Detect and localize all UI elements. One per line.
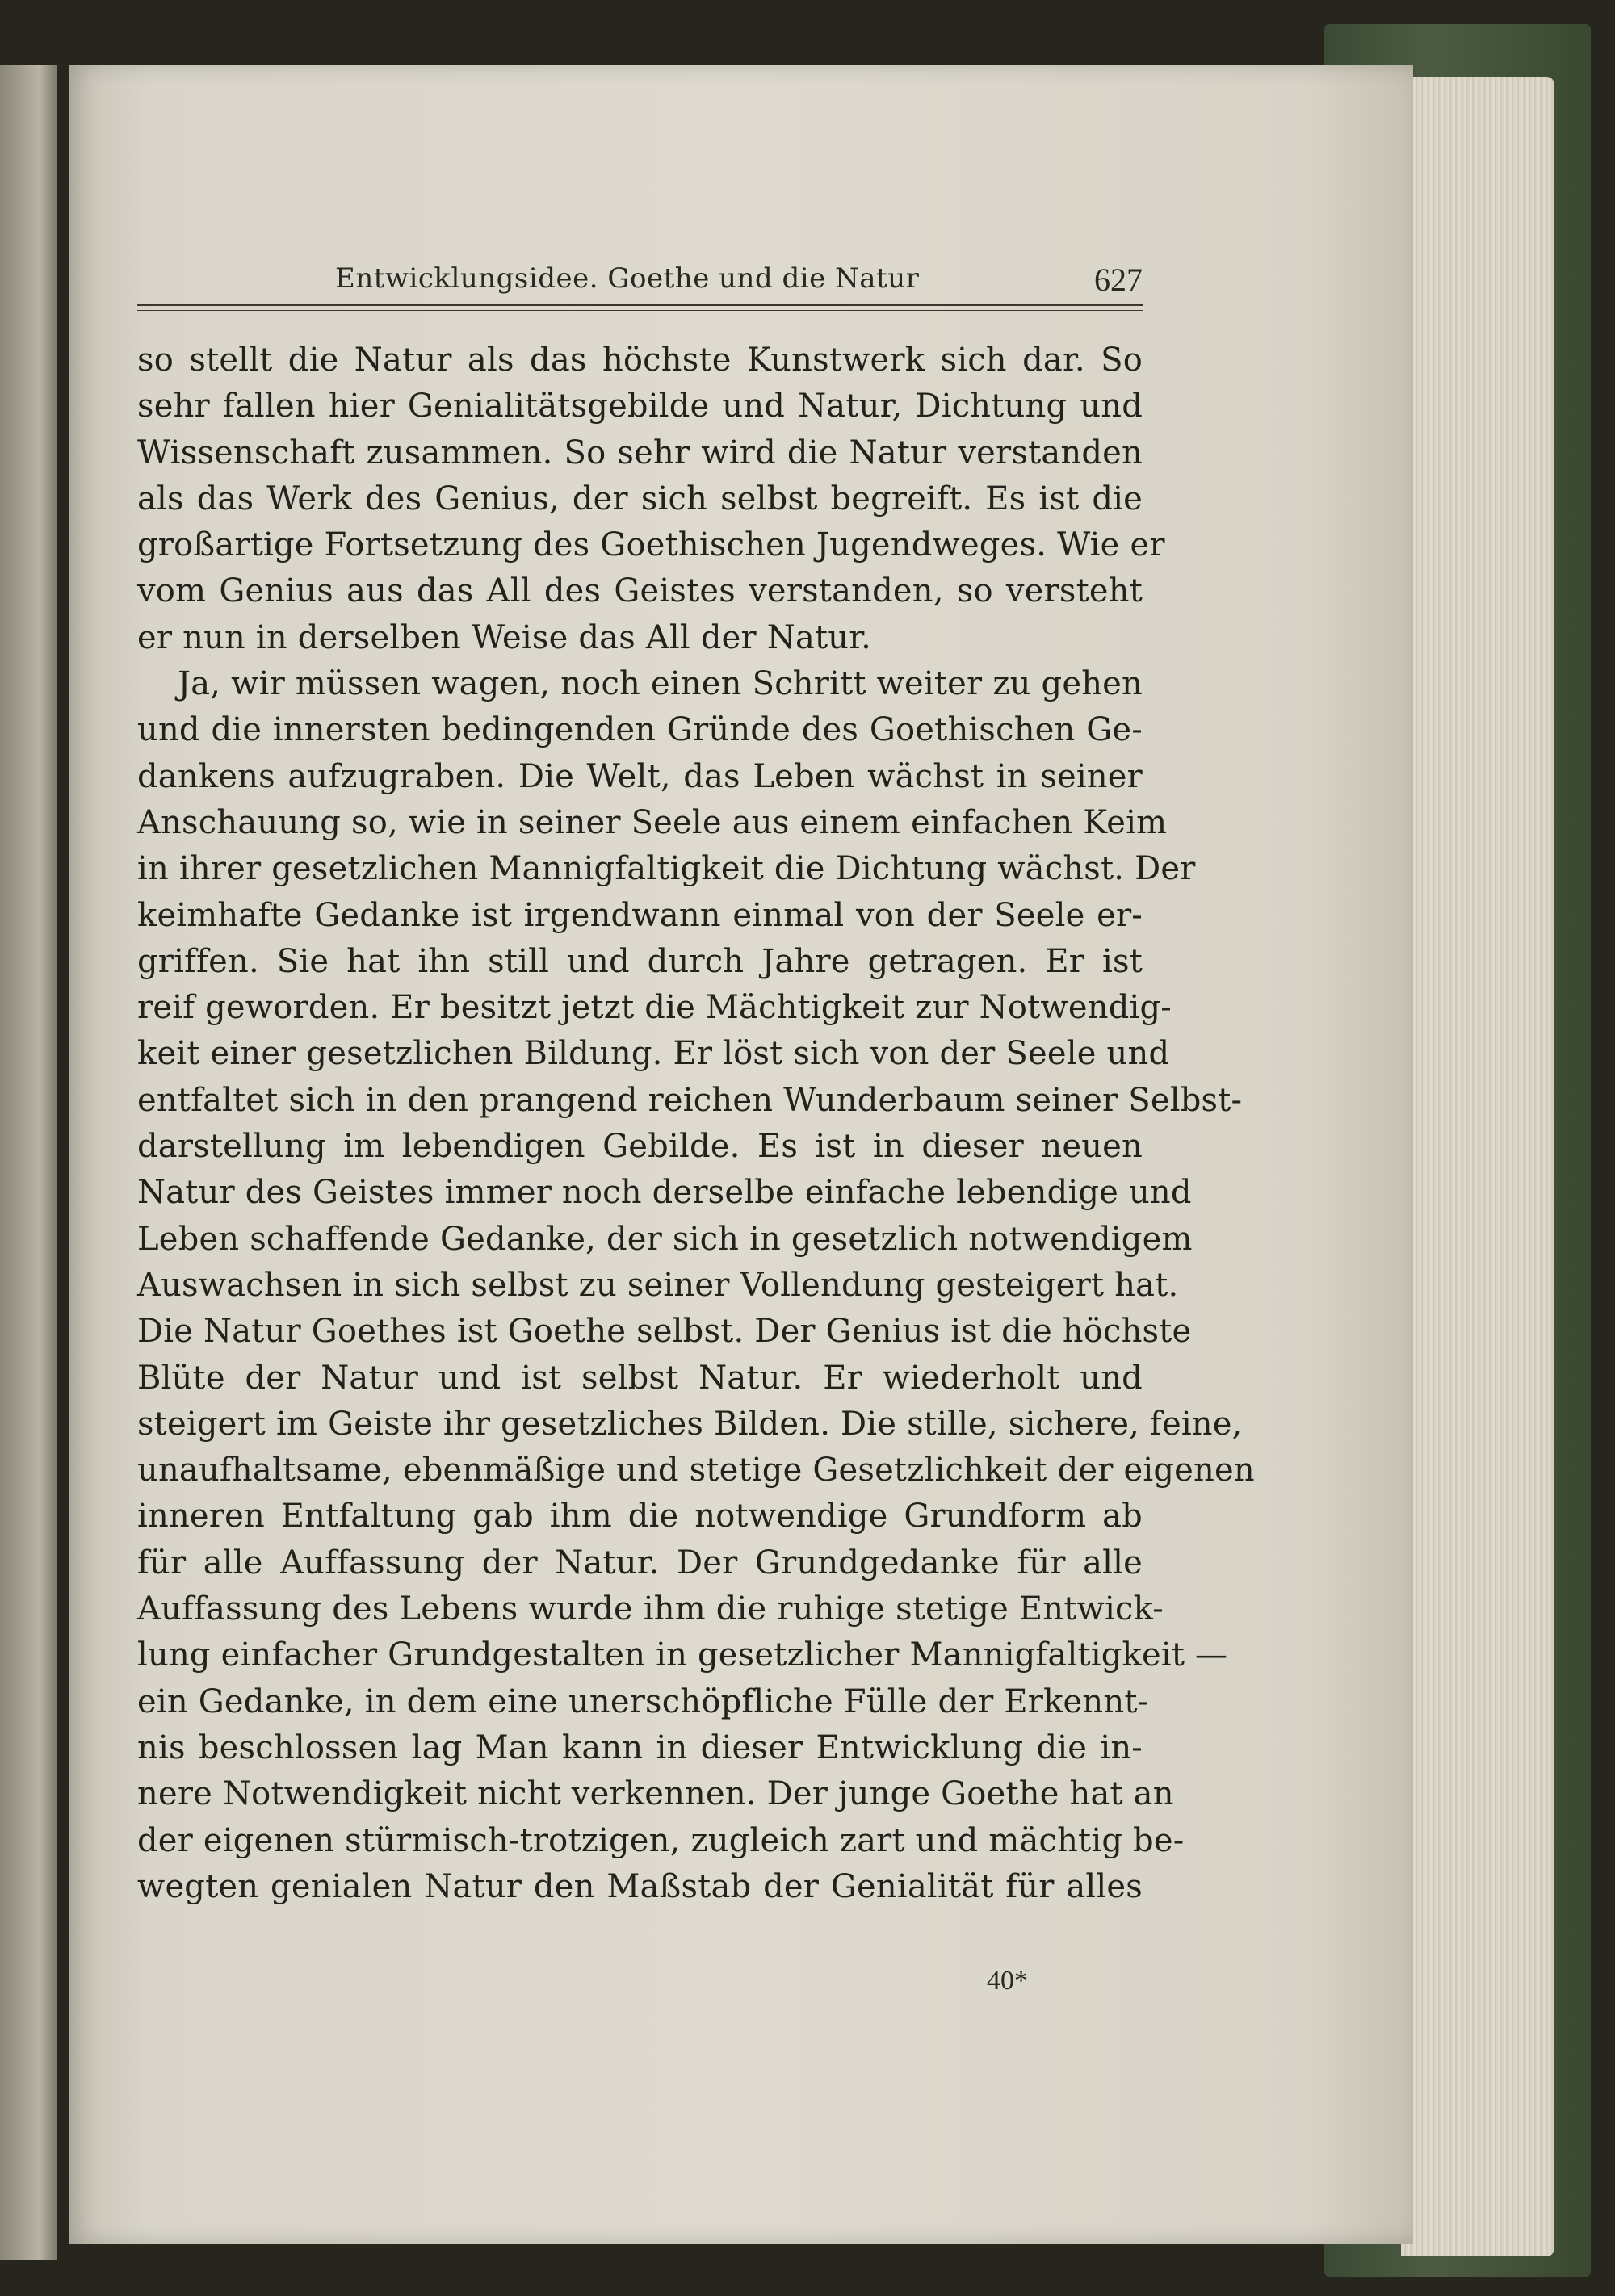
text-line: Leben schaffende Gedanke, der sich in gesetzlich notwendigem (137, 1220, 1193, 1258)
previous-page-edge (0, 65, 57, 2260)
text-line: steigert im Geiste ihr gesetzliches Bilden. Die stille, sichere, feine, (137, 1405, 1243, 1443)
text-line: Auffassung des Lebens wurde ihm die ruhige stetige Entwick- (137, 1590, 1164, 1628)
text-line: nere Notwendigkeit nicht verkennen. Der junge Goethe hat an (137, 1775, 1174, 1813)
text-line: entfaltet sich in den prangend reichen Wunderbaum seiner Selbst- (137, 1081, 1243, 1119)
page-number: 627 (1094, 262, 1143, 298)
text-line: er nun in derselben Weise das All der Natur. (137, 618, 872, 656)
signature-mark: 40* (987, 1966, 1028, 1996)
text-line: darstellung im lebendigen Gebilde. Es ist in dieser neuen (137, 1128, 1143, 1166)
text-line: Die Natur Goethes ist Goethe selbst. Der Genius ist die höchste (137, 1313, 1192, 1351)
book-fore-edge (1401, 77, 1554, 2256)
text-line: inneren Entfaltung gab ihm die notwendige Grundform ab (137, 1498, 1143, 1536)
text-line: nis beschlossen lag Man kann in dieser Entwicklung die in- (137, 1728, 1143, 1766)
text-line: sehr fallen hier Genialitätsgebilde und Natur, Dichtung und (137, 388, 1143, 425)
text-line: Natur des Geistes immer noch derselbe einfache lebendige und (137, 1174, 1192, 1212)
text-line: Blüte der Natur und ist selbst Natur. Er wiederholt und (137, 1359, 1143, 1397)
text-line: ein Gedanke, in dem eine unerschöpfliche Fülle der Erkennt- (137, 1682, 1149, 1720)
text-line: lung einfacher Grundgestalten in gesetzlicher Mannigfaltigkeit — (137, 1636, 1228, 1674)
text-line: in ihrer gesetzlichen Mannigfaltigkeit die Dichtung wächst. Der (137, 850, 1196, 888)
text-line: Auswachsen in sich selbst zu seiner Vollendung gesteigert hat. (137, 1266, 1179, 1304)
text-line: Ja, wir müssen wagen, noch einen Schritt weiter zu gehen (178, 665, 1143, 703)
text-line: keimhafte Gedanke ist irgendwann einmal von der Seele er- (137, 896, 1143, 934)
text-line: als das Werk des Genius, der sich selbst begreift. Es ist die (137, 480, 1143, 517)
header-rule (137, 304, 1143, 311)
text-line: keit einer gesetzlichen Bildung. Er löst sich von der Seele und (137, 1035, 1170, 1073)
body-text (137, 337, 1255, 1910)
text-line: reif geworden. Er besitzt jetzt die Mächtigkeit zur Notwendig- (137, 989, 1172, 1027)
text-line: großartige Fortsetzung des Goethischen Jugendweges. Wie er (137, 526, 1165, 564)
text-line: vom Genius aus das All des Geistes verstanden, so versteht (137, 572, 1143, 610)
text-line: Wissenschaft zusammen. So sehr wird die Natur verstanden (137, 434, 1143, 471)
page-header (137, 254, 1143, 311)
text-line: dankens aufzugraben. Die Welt, das Leben wächst in seiner (137, 757, 1143, 795)
running-title: Entwicklungsidee. Goethe und die Natur (335, 262, 920, 295)
text-line: der eigenen stürmisch-trotzigen, zugleich zart und mächtig be- (137, 1821, 1185, 1859)
text-line: wegten genialen Natur den Maßstab der Genialität für alles (137, 1867, 1143, 1905)
text-line: so stellt die Natur als das höchste Kunstwerk sich dar. So (137, 341, 1143, 379)
text-line: griffen. Sie hat ihn still und durch Jahre getragen. Er ist (137, 942, 1143, 980)
text-line: Anschauung so, wie in seiner Seele aus einem einfachen Keim (137, 803, 1168, 841)
text-line: für alle Auffassung der Natur. Der Grundgedanke für alle (137, 1544, 1143, 1582)
text-line: unaufhaltsame, ebenmäßige und stetige Gesetzlichkeit der eigenen (137, 1452, 1255, 1489)
text-line: und die innersten bedingenden Gründe des Goethischen Ge- (137, 711, 1143, 749)
